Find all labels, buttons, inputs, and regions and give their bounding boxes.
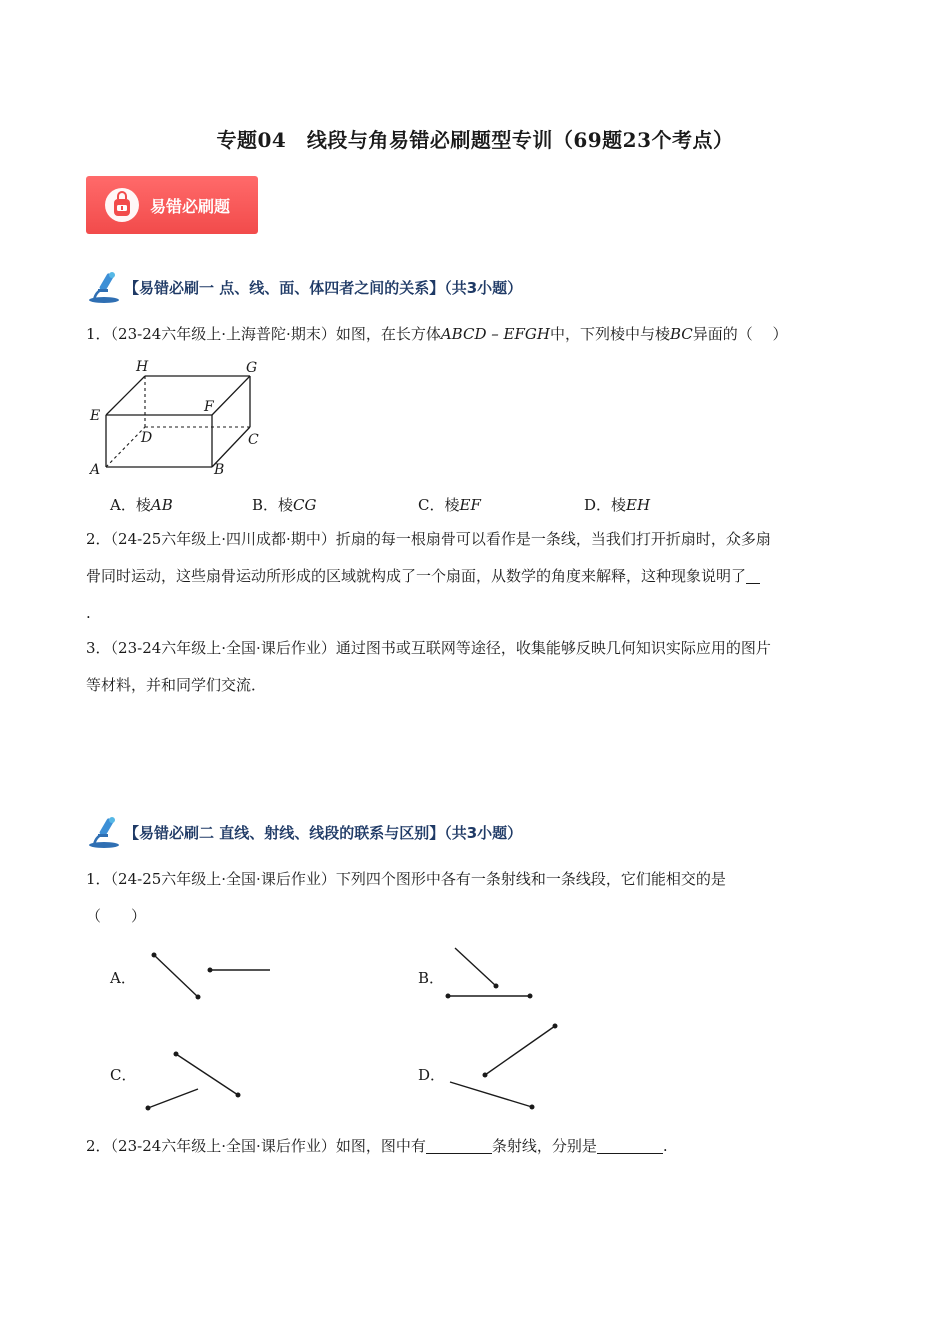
vertex-label-a: A xyxy=(90,462,101,478)
vertex-label-f: F xyxy=(204,399,214,415)
vertex-label-g: G xyxy=(246,360,258,376)
cuboid-figure xyxy=(84,354,274,484)
vertex-label-c: C xyxy=(248,432,259,448)
figure-option-b[interactable] xyxy=(440,940,540,1005)
badge-label: 易错必刷题 xyxy=(150,196,231,216)
section-title: 【易错必刷一 点、线、面、体四者之间的关系】（共3小题） xyxy=(124,278,523,297)
answer-blank-count[interactable] xyxy=(426,1135,492,1154)
figure-option-b-label[interactable]: B． xyxy=(418,969,445,987)
page-title: 专题04 线段与角易错必刷题型专训（69题23个考点） xyxy=(216,128,734,152)
figure-option-a-label[interactable]: A． xyxy=(110,969,136,987)
microscope-icon xyxy=(86,269,122,305)
vertex-label-d: D xyxy=(141,430,153,446)
answer-blank-rays[interactable] xyxy=(597,1135,663,1154)
figure-option-d-label[interactable]: D． xyxy=(418,1066,446,1084)
section-heading-1 xyxy=(86,271,522,303)
question-2-1: 1．（24-25六年级上·全国·课后作业）下列四个图形中各有一条射线和一条线段，它们能相交的是 （ ） xyxy=(86,870,726,925)
microscope-icon xyxy=(86,814,122,850)
vertex-label-b: B xyxy=(214,462,225,478)
option-b[interactable]: B．棱CG xyxy=(252,496,317,514)
option-a[interactable]: A．棱AB xyxy=(110,496,173,514)
question-1-3: 3．（23-24六年级上·全国·课后作业）通过图书或互联网等途径，收集能够反映几何知识实际应用的图片 等材料，并和同学们交流． xyxy=(86,639,771,694)
section-heading-2 xyxy=(86,816,522,848)
option-d[interactable]: D．棱EH xyxy=(584,496,651,514)
figure-option-a[interactable] xyxy=(140,945,280,1005)
section-title: 【易错必刷二 直线、射线、线段的联系与区别】（共3小题） xyxy=(124,823,523,842)
question-1-1: 1．（23-24六年级上·上海普陀·期末）如图，在长方体ABCD – EFGH中，下列棱中与棱BC异面的（ ） xyxy=(86,325,788,343)
figure-option-c-label[interactable]: C． xyxy=(110,1066,137,1084)
figure-option-d[interactable] xyxy=(440,1018,570,1118)
figure-option-c[interactable] xyxy=(140,1045,250,1115)
question-2-2: 2．（23-24六年级上·全国·课后作业）如图，图中有 条射线，分别是 . xyxy=(86,1137,668,1155)
vertex-label-e: E xyxy=(90,408,101,424)
backpack-icon xyxy=(104,187,140,223)
badge xyxy=(86,176,258,234)
question-1-2: 2．（24-25六年级上·四川成都·期中）折扇的每一根扇骨可以看作是一条线，当我们打开折扇时，众多扇 骨同时运动，这些扇骨运动所形成的区域就构成了一个扇面，从数学的角度来解释，这种现象说明了 . xyxy=(86,530,771,622)
vertex-label-h: H xyxy=(136,359,149,375)
option-c[interactable]: C．棱EF xyxy=(418,496,481,514)
answer-blank[interactable] xyxy=(746,565,760,584)
